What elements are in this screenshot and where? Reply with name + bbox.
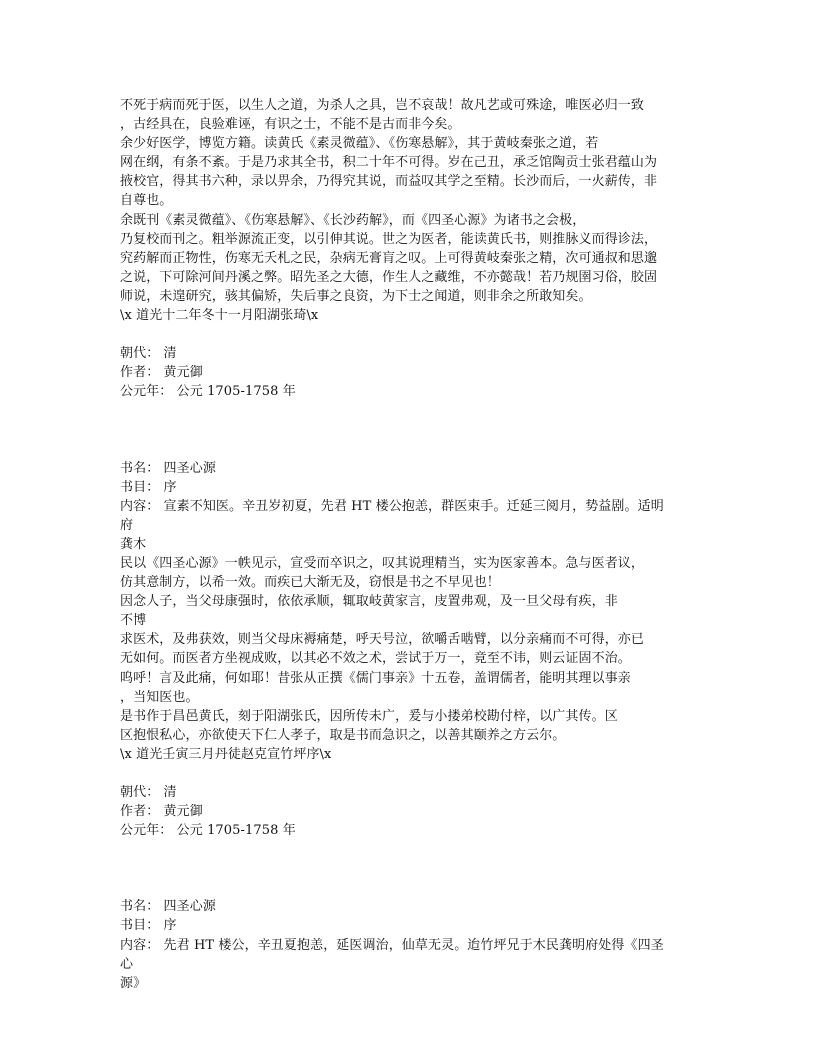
text-line: ，古经具在，良验难诬，有识之士，不能不是古而非今矣。 (120, 117, 461, 133)
meta-dynasty: 朝代： 清 (120, 785, 177, 801)
preface-paragraph-2 (120, 134, 700, 210)
text-line: 因念人子，当父母康强时，依依承顺，辄取岐黄家言，庋置弗观，及一旦父母有疾，非 (120, 594, 618, 610)
text-line: 龚木 (120, 536, 147, 552)
text-line: 仿其意制方，以希一效。而疾已大渐无及，窃恨是书之不早见也！ (120, 575, 500, 591)
spacer (120, 325, 700, 344)
entry-3 (120, 897, 700, 992)
entry-book-name: 书名： 四圣心源 (120, 899, 216, 915)
preface-paragraph-1 (120, 96, 700, 134)
meta-years: 公元年： 公元 1705-1758 年 (120, 823, 296, 839)
spacer (120, 764, 700, 783)
entry-section: 书目： 序 (120, 479, 177, 495)
text-line: 自尊也。 (120, 193, 173, 209)
text-line: 之说，下可除河间丹溪之弊。昭先圣之大德，作生人之藏维，不亦懿哉！若乃规圉习俗，胶固 (120, 269, 658, 285)
text-line: 求医术，及弗获效，则当父母床褥痛楚，呼天号泣，欲嚼舌啮臂，以分亲痛而不可得，亦已 (120, 632, 645, 648)
text-line: 内容： 宣素不知医。辛丑岁初夏，先君 HT 楼公抱恙，群医束手。迁延三阅月，势益剧。适明 (120, 498, 664, 514)
entry-section: 书目： 序 (120, 918, 177, 934)
text-line: 余既刊《素灵微蕴》、《伤寒悬解》、《长沙药解》，而《四圣心源》为诸书之会极， (120, 212, 586, 228)
text-line: 余少好医学，博览方籍。读黄氏《素灵微蕴》、《伤寒悬解》，其于黄岐秦张之道，若 (120, 136, 599, 152)
text-line: 师说，未遑研究，骇其偏矫，失后事之良资，为下士之闻道，则非余之所敢知矣。 (120, 288, 592, 304)
text-line: 网在纲，有条不紊。于是乃求其全书，积二十年不可得。岁在己丑，承乏馆陶贡士张君蕴山为 (120, 155, 658, 171)
text-line: 掖校官，得其书六种，录以畀余，乃得究其说，而益叹其学之至精。长沙而后，一火薪传，非 (120, 174, 658, 190)
text-line: 不博 (120, 613, 147, 629)
text-line: 区抱恨私心，亦欲使天下仁人孝子，取是书而急识之，以善其颐养之方云尔。 (120, 727, 566, 743)
meta-author: 作者： 黄元御 (120, 365, 203, 381)
meta-dynasty: 朝代： 清 (120, 346, 177, 362)
text-line: 心 (120, 956, 134, 972)
text-line: 府 (120, 517, 134, 533)
text-line: 不死于病而死于医，以生人之道，为杀人之具，岂不哀哉！故凡艺或可殊途，唯医必归一致 (120, 98, 645, 113)
meta-years: 公元年： 公元 1705-1758 年 (120, 384, 296, 400)
text-line: 内容： 先君 HT 楼公，辛丑夏抱恙，延医调治，仙草无灵。迨竹坪兄于木民龚明府处得《四圣 (120, 937, 664, 953)
preface-paragraph-3 (120, 211, 700, 306)
preface-meta (120, 344, 700, 401)
entry-book-name: 书名： 四圣心源 (120, 460, 216, 476)
document-page (120, 96, 700, 993)
text-line: 民以《四圣心源》一帙见示，宣受而卒识之，叹其说理精当，实为医家善本。急与医者议， (120, 555, 645, 571)
meta-author: 作者： 黄元御 (120, 804, 203, 820)
text-line: 无如何。而医者方坐视成败，以其必不效之术，尝试于万一，竟至不讳，则云证固不治。 (120, 651, 631, 667)
entry-2 (120, 459, 700, 841)
text-line: 是书作于昌邑黄氏，刻于阳湖张氏，因所传未广，爰与小搂弟校勘付梓，以广其传。区 (120, 708, 618, 724)
text-line: ，当知医也。 (120, 689, 199, 705)
preface-signature: \x 道光十二年冬十一月阳湖张琦\x (120, 308, 319, 324)
text-line: 究药解而正物性，伤寒无夭札之民，杂病无膏肓之叹。上可得黄岐秦张之精，次可通叔和思邈 (120, 250, 658, 266)
entry-signature: \x 道光壬寅三月丹徒赵克宣竹坪序\x (120, 746, 332, 762)
spacer (120, 840, 700, 897)
text-line: 乃复校而刊之。粗举源流正变，以引伸其说。世之为医者，能读黄氏书，则推脉义而得诊法， (120, 231, 658, 247)
text-line: 源》 (120, 975, 147, 991)
spacer (120, 402, 700, 459)
text-line: 呜呼！言及此痛，何如耶！昔张从正撰《儒门事亲》十五卷，盖谓儒者，能明其理以事亲 (120, 670, 631, 686)
